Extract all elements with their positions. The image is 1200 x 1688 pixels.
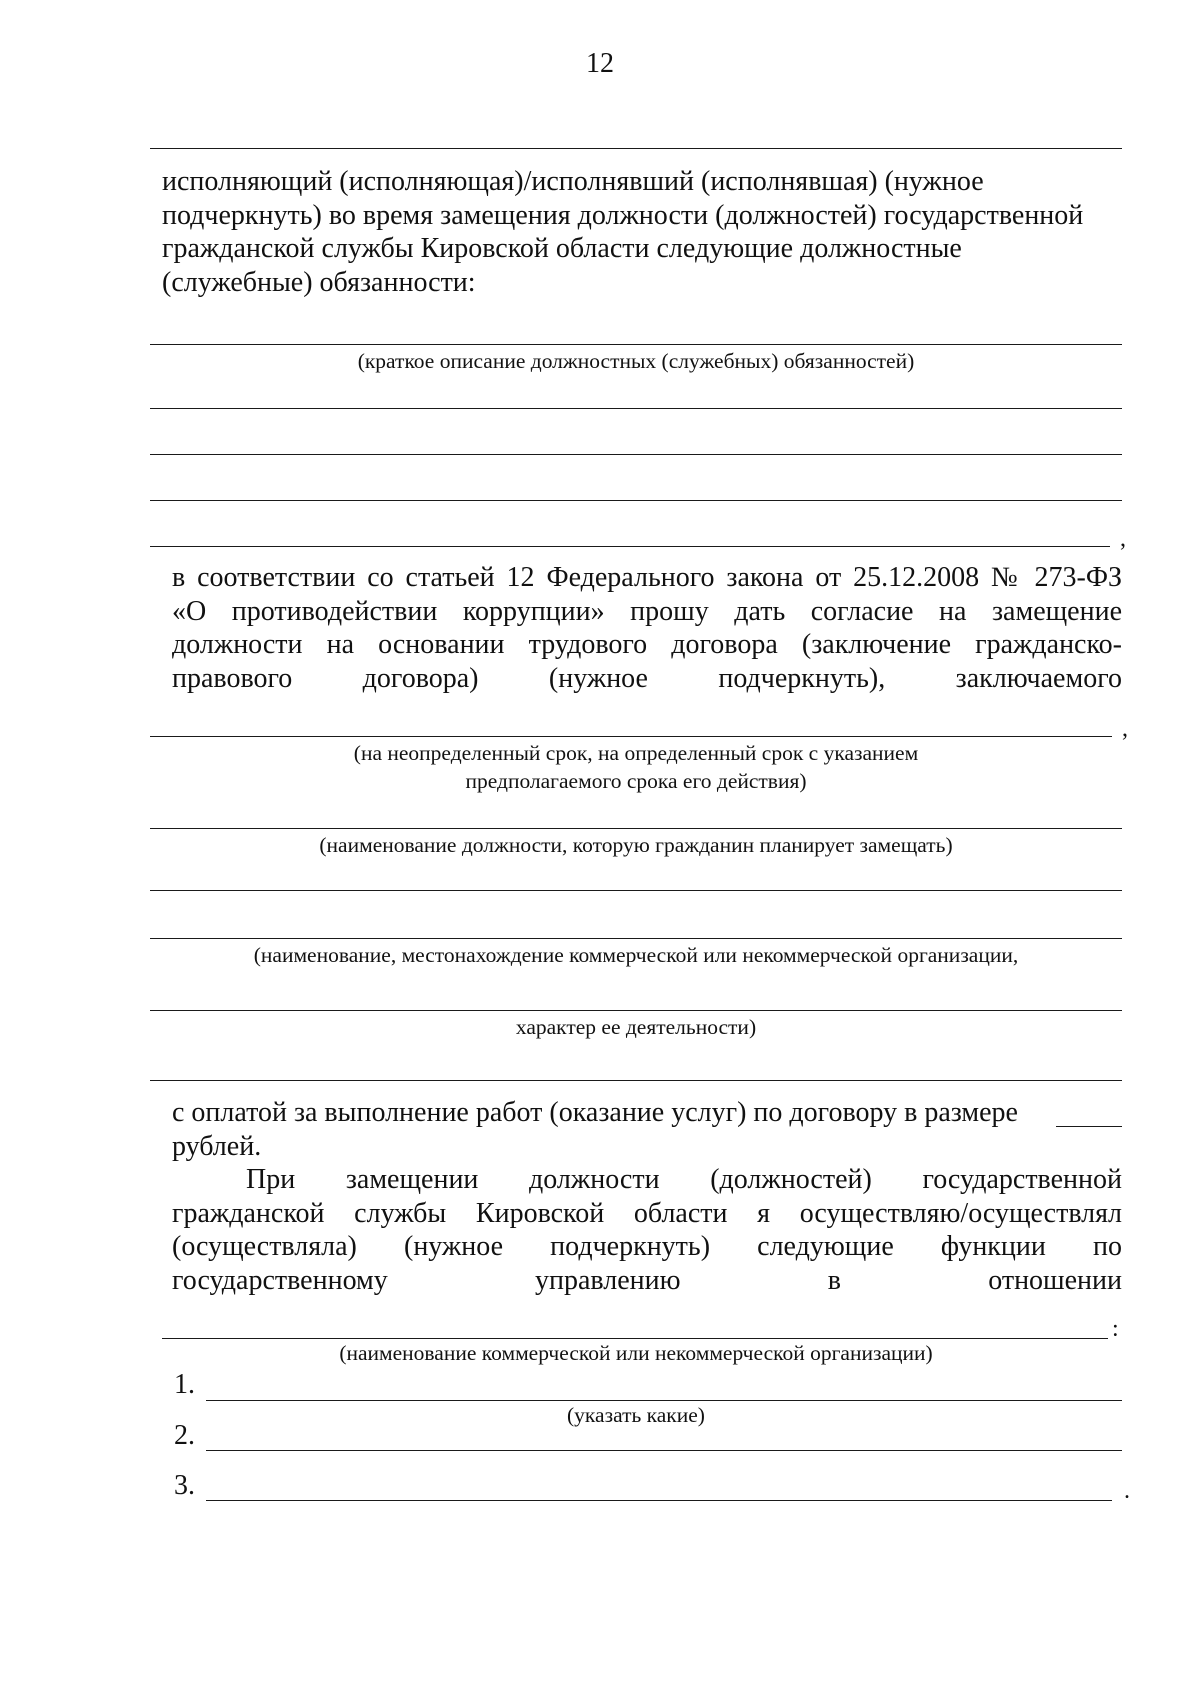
- org-fill-line-3[interactable]: [150, 1080, 1122, 1081]
- position-fill-line-2[interactable]: [150, 890, 1122, 891]
- list-period: .: [1124, 1478, 1130, 1504]
- functions-line-3: (осуществляла) (нужное подчеркнуть) следующие функции по: [172, 1231, 1122, 1262]
- payment-line-2: [172, 1130, 472, 1164]
- list-fill-line-1[interactable]: [206, 1400, 1122, 1401]
- duties-fill-line-2[interactable]: [150, 408, 1122, 409]
- top-rule: [150, 148, 1122, 149]
- list-number-1: 1.: [174, 1369, 195, 1400]
- caption-duties: (краткое описание должностных (служебных) обязанностей): [357, 349, 915, 373]
- functions-line-1: При замещении должности (должностей) государственной: [246, 1164, 1122, 1195]
- consent-paragraph: [172, 561, 1122, 695]
- org-fill-line-1[interactable]: [150, 938, 1122, 939]
- caption-position: (наименование должности, которую гражданин планирует замещать): [319, 833, 953, 857]
- caption-specify: (указать какие): [567, 1403, 705, 1427]
- org-name-fill-line[interactable]: [162, 1338, 1108, 1339]
- payment-text-2: рублей.: [172, 1131, 262, 1162]
- list-fill-line-2[interactable]: [206, 1450, 1122, 1451]
- position-fill-line[interactable]: [150, 828, 1122, 829]
- duties-fill-line-4[interactable]: [150, 500, 1122, 501]
- org-fill-line-2[interactable]: [150, 1010, 1122, 1011]
- list-fill-line-3[interactable]: [206, 1500, 1112, 1501]
- page-number: 12: [586, 48, 614, 79]
- list-number-3: 3.: [174, 1470, 195, 1501]
- duties-fill-line-1[interactable]: [150, 344, 1122, 345]
- consent-line-3: должности на основании трудового договора (заключение гражданско-: [172, 629, 1122, 660]
- duties-intro-line-4: (служебные) обязанности:: [162, 266, 476, 298]
- payment-text-1: с оплатой за выполнение работ (оказание услуг) по договору в размере: [172, 1097, 1018, 1128]
- duties-intro-line-2: подчеркнуть) во время замещения должности (должностей) государственной: [162, 199, 1084, 231]
- consent-line-1: в соответствии со статьей 12 Федерального закона от 25.12.2008 № 273-ФЗ: [172, 562, 1122, 593]
- term-fill-line[interactable]: [150, 736, 1112, 737]
- payment-line-1: [172, 1096, 1052, 1130]
- functions-paragraph: [172, 1163, 1122, 1297]
- caption-org-line-2: характер ее деятельности): [515, 1015, 757, 1039]
- list-number-2: 2.: [174, 1420, 195, 1451]
- duties-intro-line-1: исполняющий (исполняющая)/исполнявший (исполнявшая) (нужное: [162, 166, 984, 197]
- duties-intro-line-3: гражданской службы Кировской области следующие должностные: [162, 233, 962, 264]
- duties-fill-line-5[interactable]: [150, 546, 1110, 547]
- duties-comma: ,: [1120, 526, 1126, 552]
- functions-line-2: гражданской службы Кировской области я осуществляю/осуществлял: [172, 1197, 1122, 1229]
- duties-intro-paragraph: [162, 165, 1122, 299]
- consent-line-4: правового договора) (нужное подчеркнуть), заключаемого: [172, 662, 1122, 694]
- payment-amount-field[interactable]: [1056, 1126, 1122, 1127]
- duties-fill-line-3[interactable]: [150, 454, 1122, 455]
- term-comma: ,: [1122, 716, 1128, 742]
- caption-org-line-1: (наименование, местонахождение коммерческой или некоммерческой организации,: [253, 943, 1019, 967]
- caption-term-line-2: предполагаемого срока его действия): [465, 769, 807, 793]
- caption-term-line-1: (на неопределенный срок, на определенный срок с указанием: [353, 741, 919, 765]
- org-name-colon: :: [1112, 1316, 1119, 1342]
- consent-line-2: «О противодействии коррупции» прошу дать согласие на замещение: [172, 595, 1122, 627]
- caption-org-name: (наименование коммерческой или некоммерческой организации): [339, 1341, 933, 1365]
- functions-line-4: государственному управлению в отношении: [172, 1264, 1122, 1296]
